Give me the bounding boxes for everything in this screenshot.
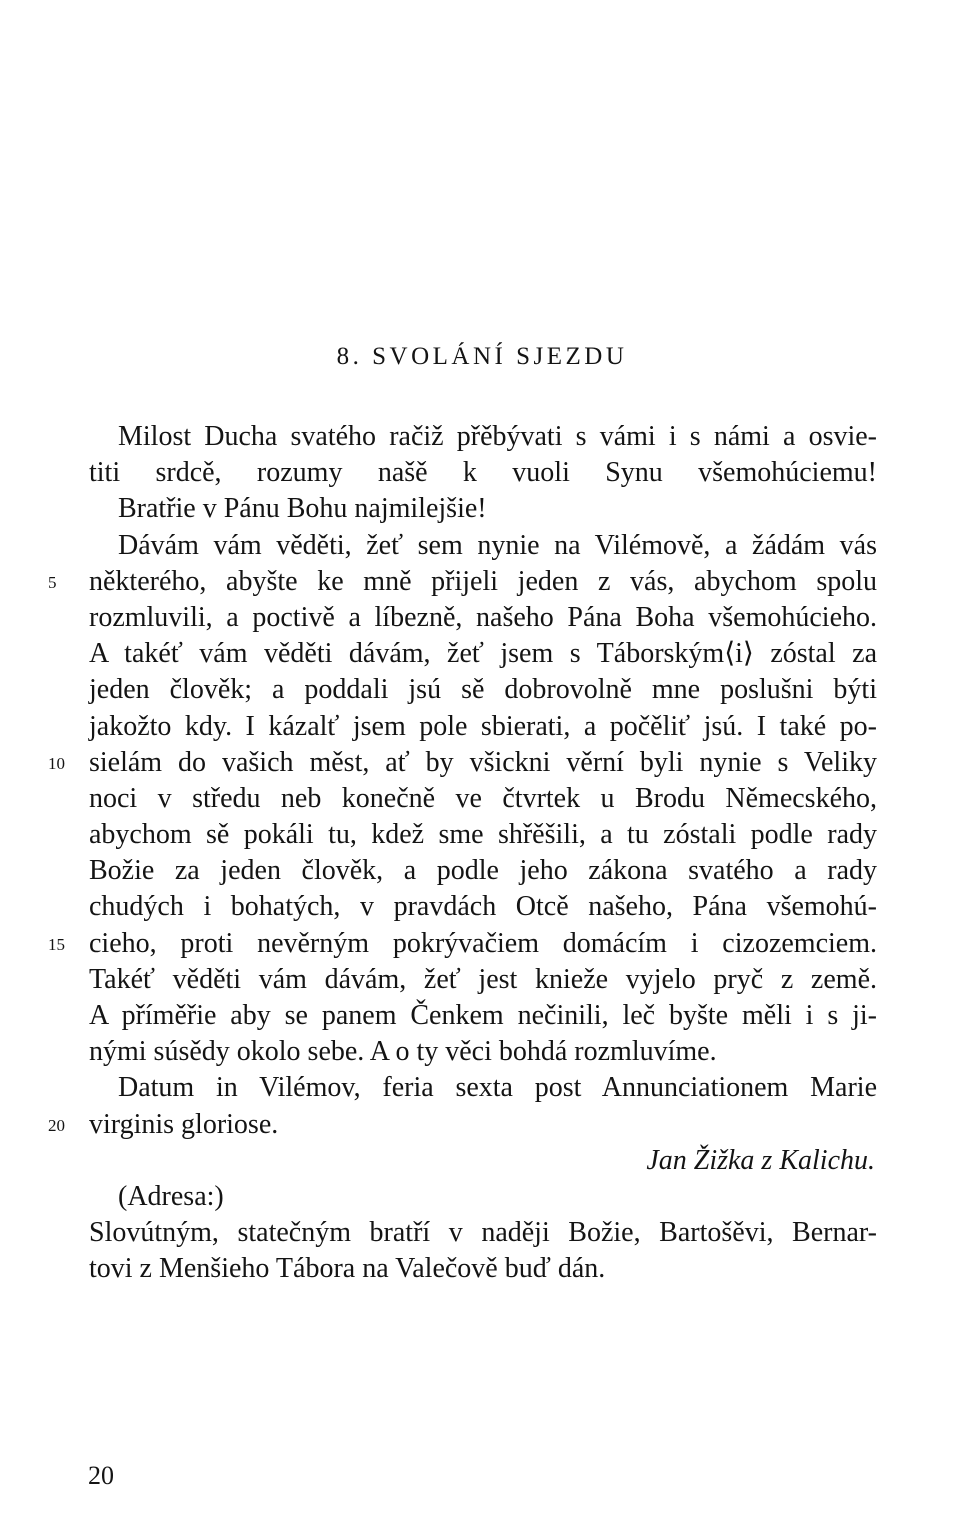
text-line bbox=[48, 745, 877, 781]
text-line bbox=[89, 600, 877, 636]
text-line bbox=[48, 926, 877, 962]
line-text: jakožto kdy. I kázalť jsem pole sbierati, a počěliť jsú. I také po- bbox=[89, 710, 877, 742]
line-text: A příměřie aby se panem Čenkem nečinili, leč byšte měli i s ji- bbox=[89, 1000, 877, 1031]
signature-line bbox=[89, 1143, 877, 1179]
text-line bbox=[89, 817, 877, 853]
line-text: (Adresa:) bbox=[118, 1180, 224, 1212]
line-text: Bratřie v Pánu Bohu najmilejšie! bbox=[118, 493, 487, 525]
line-text: Slovútným, statečným bratří v naději Božie, Bartošěvi, Bernar- bbox=[89, 1217, 877, 1249]
line-text: Takéť věděti vám dávám, žeť jest knieže vyjelo pryč z země. bbox=[89, 963, 877, 995]
text-line bbox=[89, 528, 877, 564]
line-number: 5 bbox=[48, 572, 57, 592]
text-line bbox=[89, 1179, 877, 1215]
line-text: některého, abyšte ke mně přijeli jeden z vás, abychom spolu bbox=[89, 565, 877, 597]
signature-text: Jan Žižka z Kalichu. bbox=[646, 1144, 875, 1176]
text-line bbox=[89, 1251, 877, 1287]
text-line bbox=[48, 1107, 877, 1143]
text-line bbox=[89, 709, 877, 745]
line-text: Božie za jeden člověk, a podle jeho zákona svatého a rady bbox=[89, 855, 877, 887]
line-text: noci v středu neb konečně ve čtvrtek u Brodu Němecského, bbox=[89, 782, 877, 814]
page-number: 20 bbox=[88, 1461, 114, 1490]
line-text: Dávám vám věděti, žeť sem nynie na Vilémově, a žádám vás bbox=[118, 529, 877, 561]
line-text: tovi z Menšieho Tábora na Valečově buď dán. bbox=[89, 1253, 606, 1285]
text-line bbox=[89, 419, 877, 455]
line-text: abychom sě pokáli tu, kdež sme shřěšili, a tu zóstali podle rady bbox=[89, 819, 877, 851]
line-text: Milost Ducha svatého račiž přěbývati s vámi i s námi a osvie- bbox=[118, 421, 877, 452]
text-line bbox=[89, 998, 877, 1034]
line-text: Datum in Vilémov, feria sexta post Annunciationem Marie bbox=[118, 1072, 877, 1104]
text-line bbox=[89, 781, 877, 817]
line-text: chudých i bohatých, v pravdách Otcě našeho, Pána všemohú- bbox=[89, 891, 877, 923]
text-line bbox=[89, 1034, 877, 1070]
letter-text bbox=[48, 419, 877, 1288]
text-line bbox=[89, 962, 877, 998]
text-line bbox=[89, 1070, 877, 1106]
text-line bbox=[48, 564, 877, 600]
text-line bbox=[89, 853, 877, 889]
line-number: 20 bbox=[48, 1115, 65, 1135]
text-line bbox=[89, 1215, 877, 1251]
text-line bbox=[89, 455, 877, 491]
line-text: titi srdcě, rozumy našě k vuoli Synu všemohúciemu! bbox=[89, 457, 877, 489]
text-line bbox=[89, 491, 877, 527]
line-text: rozmluvili, a poctivě a líbezně, našeho Pána Boha všemohúcieho. bbox=[89, 601, 877, 633]
line-text: nými súsědy okolo sebe. A o ty věci bohdá rozmluvíme. bbox=[89, 1036, 717, 1068]
line-text: A takéť vám věděti dávám, žeť jsem s Táborským⟨i⟩ zóstal za bbox=[89, 638, 877, 670]
chapter-heading: 8. SVOLÁNÍ SJEZDU bbox=[336, 343, 628, 370]
line-number: 10 bbox=[48, 753, 65, 773]
text-line bbox=[89, 636, 877, 672]
text-line bbox=[89, 672, 877, 708]
line-text: virginis gloriose. bbox=[89, 1108, 279, 1140]
line-text: jeden člověk; a poddali jsú sě dobrovolně mne poslušni býti bbox=[89, 674, 877, 706]
line-text: cieho, proti nevěrným pokrývačiem domácím i cizozemciem. bbox=[89, 927, 877, 959]
line-number: 15 bbox=[48, 934, 65, 954]
line-text: sielám do vašich měst, ať by všickni věrní byli nynie s Veliky bbox=[89, 746, 877, 778]
text-line bbox=[89, 889, 877, 925]
